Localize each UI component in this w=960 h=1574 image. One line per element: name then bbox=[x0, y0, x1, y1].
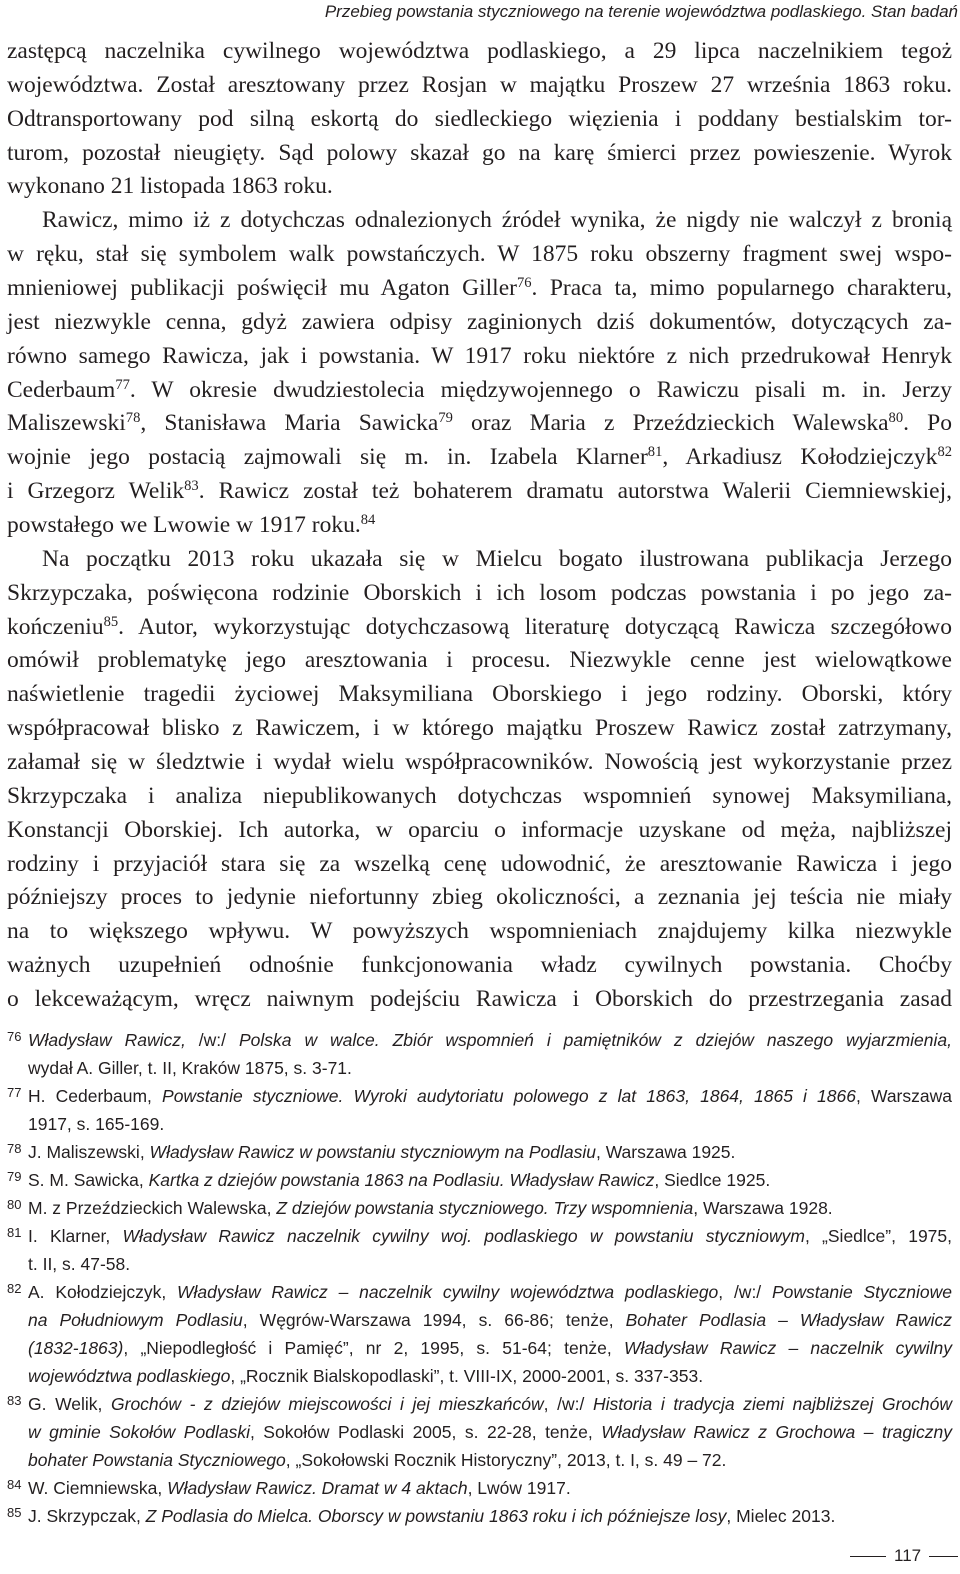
body-text bbox=[7, 35, 952, 1017]
text-run: kończeniu bbox=[7, 613, 104, 640]
text-line bbox=[7, 204, 952, 238]
text-line bbox=[7, 712, 952, 746]
text-line bbox=[7, 509, 952, 543]
text-line bbox=[7, 103, 952, 137]
text-run: , /w:/ bbox=[718, 1282, 772, 1302]
text-run: wykonano 21 listopada 1863 roku. bbox=[7, 173, 333, 200]
text-run: A. Kołodziejczyk, bbox=[28, 1282, 177, 1302]
footnote-line bbox=[28, 1138, 952, 1166]
footnote-reference: 79 bbox=[438, 410, 453, 427]
footnote bbox=[0, 1390, 960, 1474]
text-run: H. Cederbaum, bbox=[28, 1086, 163, 1106]
text-run: , „Sokołowski Rocznik Historyczny”, 2013, t. I, s. 49 – 72. bbox=[285, 1450, 727, 1470]
footnote-reference: 76 bbox=[516, 275, 532, 292]
footnotes bbox=[0, 1026, 960, 1530]
text-run: J. Maliszewski, bbox=[28, 1142, 150, 1162]
text-line bbox=[7, 374, 952, 408]
footnote-number: 81 bbox=[7, 1225, 22, 1240]
italic-text-run: Historia i tradycja ziemi najbliższej Grochów bbox=[592, 1394, 952, 1414]
text-line bbox=[7, 543, 952, 577]
footnote-number: 79 bbox=[7, 1169, 22, 1184]
italic-text-run: Władysław Rawicz – naczelnik cywilny województwa podlaskiego bbox=[176, 1282, 719, 1302]
text-run: . Rawicz został też bohaterem dramatu autorstwa Walerii Ciemniewskiej, bbox=[198, 478, 952, 505]
text-line bbox=[7, 577, 952, 611]
footnote-number: 76 bbox=[7, 1029, 22, 1044]
text-run: G. Welik, bbox=[28, 1394, 111, 1414]
text-line bbox=[7, 441, 952, 475]
footnote-line bbox=[28, 1110, 952, 1138]
text-run: współpracował blisko z Rawiczem, i w którego majątku Proszew Rawicz został zatrzymany, bbox=[7, 715, 952, 742]
text-run: , Warszawa 1925. bbox=[595, 1142, 736, 1162]
paragraph bbox=[7, 543, 952, 1017]
italic-text-run: Władysław Rawicz – naczelnik cywilny bbox=[624, 1338, 953, 1358]
text-line bbox=[7, 407, 952, 441]
text-line bbox=[7, 272, 952, 306]
footnote bbox=[0, 1166, 960, 1194]
footnote-reference: 78 bbox=[125, 410, 141, 427]
footnote-line bbox=[28, 1026, 952, 1054]
text-run: , Węgrów-Warszawa 1994, s. 66-86; tenże, bbox=[242, 1310, 626, 1330]
text-run: , Warszawa bbox=[855, 1086, 952, 1106]
text-run: , Warszawa 1928. bbox=[693, 1198, 833, 1218]
italic-text-run: na Południowym Podlasiu bbox=[28, 1310, 243, 1330]
text-run: , Stanisława Maria Sawicka bbox=[140, 410, 439, 437]
text-run: /w:/ bbox=[185, 1030, 239, 1050]
footnote bbox=[0, 1474, 960, 1502]
footnote-line bbox=[28, 1166, 952, 1194]
folio-rule-left bbox=[850, 1556, 886, 1557]
text-run: , Sokołów Podlaski 2005, s. 22-28, tenże, bbox=[249, 1422, 602, 1442]
footnote-line bbox=[28, 1334, 952, 1362]
text-run: późniejszy proces to jedynie niefortunny zbieg okoliczności, a zeznania jej teścia nie miały bbox=[7, 884, 952, 911]
footnote-reference: 82 bbox=[937, 444, 952, 461]
text-line bbox=[7, 137, 952, 171]
text-run: I. Klarner, bbox=[28, 1226, 123, 1246]
italic-text-run: Grochów - z dziejów miejscowości i jej mieszkańców bbox=[111, 1394, 544, 1414]
text-run: Rawicz, mimo iż z dotychczas odnalezionych źródeł wynika, że nigdy nie walczył z bronią bbox=[42, 207, 952, 234]
text-run: , „Rocznik Bialskopodlaski”, t. VIII-IX, 2000-2001, s. 337-353. bbox=[230, 1366, 704, 1386]
text-run: oraz Maria z Przeździeckich Walewska bbox=[452, 410, 889, 437]
text-run: , „Niepodległość i Pamięć”, nr 2, 1995, s. 51-64; tenże, bbox=[123, 1338, 624, 1358]
text-line bbox=[7, 915, 952, 949]
text-run: załamał się w śledztwie i wydał wielu współpracowników. Nowością jest wykorzystanie przez bbox=[7, 749, 952, 776]
italic-text-run: województwa podlaskiego bbox=[28, 1366, 231, 1386]
text-run: . Autor, wykorzystując dotychczasową literaturę dotyczącą Rawicza szczegółowo bbox=[118, 613, 952, 640]
text-run: M. z Przeździeckich Walewska, bbox=[28, 1198, 277, 1218]
text-run: jest niezwykle cenna, gdyż zawiera odpisy zaginionych dziś dokumentów, dotyczących za- bbox=[7, 308, 952, 335]
text-run: Cederbaum bbox=[7, 376, 116, 403]
italic-text-run: Władysław Rawicz w powstaniu styczniowym na Podlasiu bbox=[149, 1142, 596, 1162]
text-line bbox=[7, 611, 952, 645]
text-run: 1917, s. 165-169. bbox=[28, 1114, 165, 1134]
italic-text-run: Powstanie Styczniowe bbox=[771, 1282, 953, 1302]
footnote-reference: 84 bbox=[360, 512, 376, 529]
page-number: 117 bbox=[894, 1546, 922, 1565]
text-line bbox=[7, 238, 952, 272]
footnote bbox=[0, 1194, 960, 1222]
footnote-line bbox=[28, 1278, 952, 1306]
text-run: rodziny i przyjaciół stara się za wszelką cenę udowodnić, że aresztowanie Rawicza i jego bbox=[7, 850, 952, 877]
text-run: wydał A. Giller, t. II, Kraków 1875, s. 3-71. bbox=[28, 1058, 352, 1078]
text-run: Skrzypczaka, poświęcona rodzinie Oborskich i ich losom podczas powstania i po jego za- bbox=[7, 579, 952, 606]
running-head: Przebieg powstania styczniowego na terenie województwa podlaskiego. Stan badań bbox=[324, 2, 958, 21]
text-run: , Siedlce 1925. bbox=[654, 1170, 771, 1190]
text-run: , „Siedlce”, 1975, bbox=[804, 1226, 952, 1246]
text-line bbox=[7, 678, 952, 712]
italic-text-run: Bohater Podlasia – Władysław Rawicz bbox=[625, 1310, 952, 1330]
text-run: Na początku 2013 roku ukazała się w Mielcu bogato ilustrowana publikacja Jerzego bbox=[42, 545, 952, 572]
text-run: , Mielec 2013. bbox=[726, 1506, 836, 1526]
italic-text-run: bohater Powstania Styczniowego bbox=[28, 1450, 286, 1470]
footnote-line bbox=[28, 1502, 952, 1530]
text-run: równo samego Rawicza, jak i powstania. W 1917 roku niektóre z nich przedrukował Henryk bbox=[7, 342, 952, 369]
text-run: wojnie jego postacią zajmowali się m. in. Izabela Klarner bbox=[7, 444, 648, 471]
text-line bbox=[7, 780, 952, 814]
footnote-reference: 77 bbox=[115, 376, 130, 393]
text-run: o lekceważącym, wręcz naiwnym podejściu Rawicza i Oborskich do przestrzegania zasad bbox=[7, 986, 952, 1013]
footnote-line bbox=[28, 1362, 952, 1390]
text-line bbox=[7, 848, 952, 882]
text-line bbox=[7, 475, 952, 509]
footnote-line bbox=[28, 1390, 952, 1418]
page-folio bbox=[850, 1543, 958, 1569]
footnote bbox=[0, 1502, 960, 1530]
folio-rule-right bbox=[929, 1556, 958, 1557]
text-run: . Praca ta, mimo popularnego charakteru, bbox=[531, 275, 952, 302]
footnote-number: 85 bbox=[7, 1505, 22, 1520]
italic-text-run: Kartka z dziejów powstania 1863 na Podlasiu. Władysław Rawicz bbox=[148, 1170, 655, 1190]
text-run: mnieniowej publikacji poświęcił mu Agaton Giller bbox=[7, 275, 517, 302]
text-run: Skrzypczaka i analiza niepublikowanych dotychczas wspomnień synowej Maksymiliana, bbox=[7, 782, 952, 809]
footnote-reference: 85 bbox=[103, 613, 119, 630]
text-line bbox=[7, 983, 952, 1017]
footnote-line bbox=[28, 1306, 952, 1334]
italic-text-run: Władysław Rawicz, bbox=[28, 1030, 186, 1050]
text-run: w ręku, stał się symbolem walk powstańczych. W 1875 roku obszerny fragment swej wspo- bbox=[7, 241, 952, 268]
text-line bbox=[7, 69, 952, 103]
text-line bbox=[7, 949, 952, 983]
text-run: ważnych uzupełnień odnośnie funkcjonowania władz cywilnych powstania. Choćby bbox=[7, 952, 952, 979]
text-run: , /w:/ bbox=[543, 1394, 593, 1414]
footnote bbox=[0, 1278, 960, 1390]
footnote-reference: 80 bbox=[888, 410, 904, 427]
footnote-number: 84 bbox=[7, 1477, 22, 1492]
footnote bbox=[0, 1026, 960, 1082]
text-line bbox=[7, 746, 952, 780]
text-run: i Grzegorz Welik bbox=[7, 478, 185, 505]
footnote-number: 82 bbox=[7, 1281, 22, 1296]
footnote-line bbox=[28, 1194, 952, 1222]
italic-text-run: Polska w walce. Zbiór wspomnień i pamiętników z dziejów naszego wyjarzmienia, bbox=[238, 1030, 953, 1050]
italic-text-run: Powstanie styczniowe. Wyroki audytoriatu polowego z lat 1863, 1864, 1865 i 1866 bbox=[162, 1086, 856, 1106]
footnote-number: 78 bbox=[7, 1141, 22, 1156]
paragraph bbox=[7, 204, 952, 543]
text-line bbox=[7, 340, 952, 374]
footnote-number: 83 bbox=[7, 1393, 22, 1408]
footnote-line bbox=[28, 1418, 952, 1446]
footnote-reference: 81 bbox=[647, 444, 663, 461]
italic-text-run: w gminie Sokołów Podlaski bbox=[28, 1422, 250, 1442]
text-run: na to większego wpływu. W powyższych wspomnieniach znajdujemy kilka niezwykle bbox=[7, 918, 952, 945]
text-run: , Lwów 1917. bbox=[467, 1478, 571, 1498]
text-line bbox=[7, 35, 952, 69]
text-line bbox=[7, 644, 952, 678]
footnote-line bbox=[28, 1054, 952, 1082]
text-run: J. Skrzypczak, bbox=[28, 1506, 146, 1526]
text-run: . W okresie dwudziestolecia międzywojennego o Rawiczu pisali m. in. Jerzy bbox=[129, 376, 952, 403]
text-run: W. Ciemniewska, bbox=[28, 1478, 168, 1498]
text-line bbox=[7, 306, 952, 340]
footnote-line bbox=[28, 1446, 952, 1474]
text-run: naświetlenie tragedii życiowej Maksymiliana Oborskiego i jego rodziny. Oborski, który bbox=[7, 681, 952, 708]
footnote-line bbox=[28, 1474, 952, 1502]
text-run: zastępcą naczelnika cywilnego województwa podlaskiego, a 29 lipca naczelnikiem tegoż bbox=[7, 38, 952, 64]
text-run: t. II, s. 47-58. bbox=[28, 1254, 131, 1274]
footnote-line bbox=[28, 1082, 952, 1110]
italic-text-run: Władysław Rawicz. Dramat w 4 aktach bbox=[167, 1478, 468, 1498]
italic-text-run: Z Podlasia do Mielca. Oborscy w powstaniu 1863 roku i ich późniejsze losy bbox=[145, 1506, 727, 1526]
text-run: powstałego we Lwowie w 1917 roku. bbox=[7, 512, 361, 539]
footnote-line bbox=[28, 1250, 952, 1278]
italic-text-run: (1832-1863) bbox=[28, 1338, 124, 1358]
footnote bbox=[0, 1082, 960, 1138]
text-run: S. M. Sawicka, bbox=[28, 1170, 149, 1190]
text-run: omówił problematykę jego aresztowania i procesu. Niezwykle cenne jest wielowątkowe bbox=[7, 647, 952, 674]
footnote-line bbox=[28, 1222, 952, 1250]
footnote-number: 77 bbox=[7, 1085, 22, 1100]
italic-text-run: Władysław Rawicz naczelnik cywilny woj. podlaskiego w powstaniu styczniowym bbox=[122, 1226, 805, 1246]
text-run: województwa. Został aresztowany przez Rosjan w majątku Proszew 27 września 1863 roku. bbox=[7, 71, 952, 98]
paragraph bbox=[7, 35, 952, 204]
text-run: Odtransportowany pod silną eskortą do siedleckiego więzienia i poddany bestialskim tor- bbox=[7, 105, 952, 132]
text-run: Maliszewski bbox=[7, 410, 126, 437]
text-line bbox=[7, 170, 952, 204]
text-run: , Arkadiusz Kołodziejczyk bbox=[662, 444, 938, 471]
text-run: . Po bbox=[903, 410, 952, 437]
footnote bbox=[0, 1138, 960, 1166]
italic-text-run: Władysław Rawicz z Grochowa – tragiczny bbox=[601, 1422, 952, 1442]
text-line bbox=[7, 881, 952, 915]
text-line bbox=[7, 814, 952, 848]
footnote bbox=[0, 1222, 960, 1278]
italic-text-run: Z dziejów powstania styczniowego. Trzy wspomnienia bbox=[276, 1198, 694, 1218]
text-run: Konstancji Oborskiej. Ich autorka, w oparciu o informacje uzyskane od męża, najbliższej bbox=[7, 816, 952, 843]
footnote-number: 80 bbox=[7, 1197, 22, 1212]
footnote-reference: 83 bbox=[184, 478, 199, 495]
text-run: turom, pozostał nieugięty. Sąd polowy skazał go na karę śmierci przez powieszenie. Wyrok bbox=[7, 139, 952, 166]
